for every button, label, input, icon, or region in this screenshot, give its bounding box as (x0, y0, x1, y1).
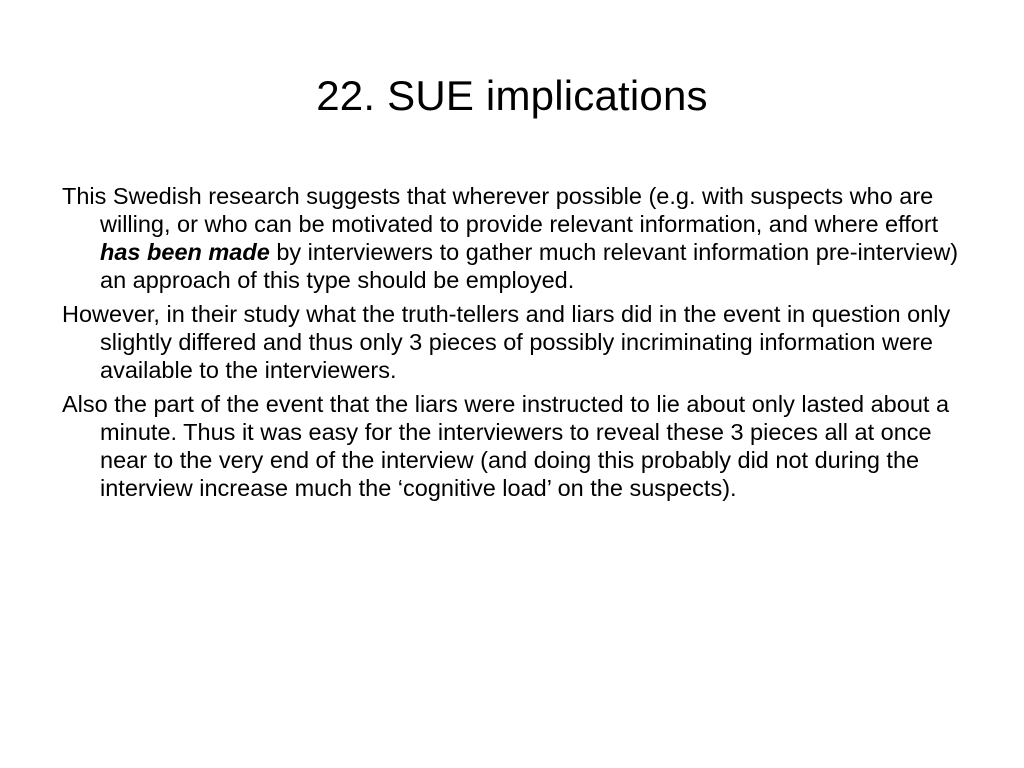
slide-body (62, 182, 972, 508)
slide-title: 22. SUE implications (316, 72, 708, 119)
paragraph-2-text: However, in their study what the truth-tellers and liars did in the event in question only slightly differed and thus only 3 pieces of possibly incriminating information were available to the interviewers. (62, 301, 951, 383)
paragraph-3-text: Also the part of the event that the liars were instructed to lie about only lasted about a minute. Thus it was easy for the interviewers to reveal these 3 pieces all at once near to the very end of the interview (and doing this probably did not during the interview increase much the ‘cognitive load’ on the suspects). (62, 391, 950, 501)
paragraph-1 (62, 182, 972, 294)
paragraph-2 (62, 300, 972, 384)
paragraph-3 (62, 390, 972, 502)
paragraph-1-text-end: by interviewers to gather much relevant information pre-interview) an approach of this type should be employed. (100, 239, 959, 293)
paragraph-1-emphasis: has been made (100, 239, 270, 265)
paragraph-1-text-start: This Swedish research suggests that wherever possible (e.g. with suspects who are willing, or who can be motivated to provide relevant information, and where effort (62, 183, 939, 237)
